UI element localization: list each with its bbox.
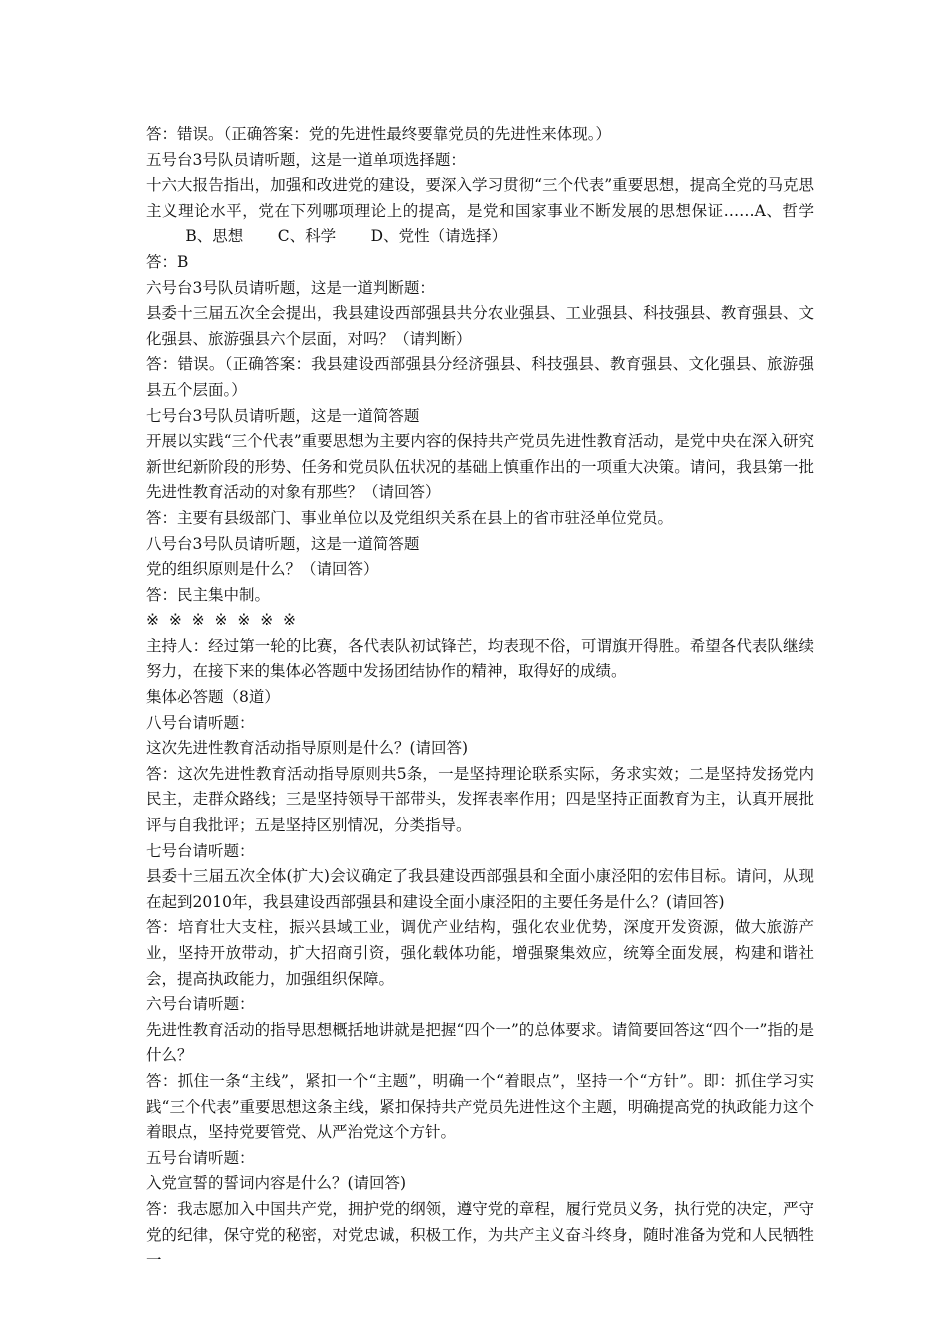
host-remarks: 主持人：经过第一轮的比赛，各代表队初试锋芒，均表现不俗，可谓旗开得胜。希望各代表队继续努力，在接下来的集体必答题中发扬团结协作的精神，取得好的成绩。 bbox=[146, 636, 814, 681]
answer-line: 答：民主集中制。 bbox=[146, 585, 271, 604]
question-intro: 八号台请听题： bbox=[146, 713, 255, 732]
section-heading: 集体必答题（8道） bbox=[146, 688, 280, 707]
question-intro: 五号台请听题： bbox=[146, 1148, 255, 1167]
question-text: 这次先进性教育活动指导原则是什么？(请回答) bbox=[146, 739, 469, 758]
question-stem: 十六大报告指出，加强和改进党的建设，要深入学习贯彻“三个代表”重要思想，提高全党的马克思主义理论水平，党在下列哪项理论上的提高，是党和国家事业不断发展的思想保证……A、哲学 bbox=[146, 176, 814, 220]
question-intro: 六号台3号队员请听题，这是一道判断题： bbox=[146, 278, 435, 297]
section-divider: ※ ※ ※ ※ ※ ※ ※ bbox=[146, 611, 297, 630]
answer-line: 答：错误。（正确答案：我县建设西部强县分经济强县、科技强县、教育强县、文化强县、旅游强县五个层面。） bbox=[146, 355, 814, 399]
question-text: 县委十三届五次全会提出，我县建设西部强县共分农业强县、工业强县、科技强县、教育强县、文化强县、旅游强县六个层面，对吗？（请判断） bbox=[146, 304, 814, 348]
question-intro: 五号台3号队员请听题，这是一道单项选择题： bbox=[146, 150, 466, 169]
question-text: 开展以实践“三个代表”重要思想为主要内容的保持共产党员先进性教育活动，是党中央在深入研究新世纪新阶段的形势、任务和党员队伍状况的基础上慎重作出的一项重大决策。请问，我县第一批先进性教育活动的对象有那些？（请回答） bbox=[146, 432, 814, 502]
question-text: 党的组织原则是什么？（请回答） bbox=[146, 560, 379, 579]
question-intro: 七号台请听题： bbox=[146, 841, 255, 860]
document-body bbox=[146, 122, 814, 1274]
question-intro: 六号台请听题： bbox=[146, 995, 255, 1014]
question-choices bbox=[146, 227, 507, 245]
answer-line: 答：抓住一条“主线”，紧扣一个“主题”，明确一个“着眼点”，坚持一个“方针”。即：抓住学习实践“三个代表”重要思想这条主线，紧扣保持共产党员先进性这个主题，明确提高党的执政能力这个着眼点，坚持党要管党、从严治党这个方针。 bbox=[146, 1071, 814, 1142]
answer-line: 答：我志愿加入中国共产党，拥护党的纲领，遵守党的章程，履行党员义务，执行党的决定，严守党的纪律，保守党的秘密，对党忠诚，积极工作，为共产主义奋斗终身，随时准备为党和人民牺牲一 bbox=[146, 1199, 814, 1270]
question-intro: 八号台3号队员请听题，这是一道简答题 bbox=[146, 534, 420, 553]
answer-line: 答：培育壮大支柱，振兴县域工业，调优产业结构，强化农业优势，深度开发资源，做大旅游产业，坚持开放带动，扩大招商引资，强化载体功能，增强聚集效应，统筹全面发展，构建和谐社会，提高执政能力，加强组织保障。 bbox=[146, 918, 814, 988]
answer-line: 答：错误。（正确答案：党的先进性最终要靠党员的先进性来体现。） bbox=[146, 125, 612, 143]
question-text: 入党宣誓的誓词内容是什么？(请回答) bbox=[146, 1174, 407, 1193]
question-text: 县委十三届五次全体(扩大)会议确定了我县建设西部强县和全面小康泾阳的宏伟目标。请问，从现在起到2010年，我县建设西部强县和建设全面小康泾阳的主要任务是什么？(请回答) bbox=[146, 867, 814, 911]
question-intro: 七号台3号队员请听题，这是一道简答题 bbox=[146, 406, 420, 425]
question-text bbox=[146, 173, 814, 250]
question-text: 先进性教育活动的指导思想概括地讲就是把握“四个一”的总体要求。请简要回答这“四个一”指的是什么？ bbox=[146, 1020, 814, 1065]
question-choices-text: B、思想 C、科学 D、党性（请选择） bbox=[185, 227, 508, 246]
answer-line: 答：B bbox=[146, 252, 189, 271]
answer-line: 答：主要有县级部门、事业单位以及党组织关系在县上的省市驻泾单位党员。 bbox=[146, 508, 674, 527]
answer-line: 答：这次先进性教育活动指导原则共5条，一是坚持理论联系实际，务求实效；二是坚持发扬党内民主，走群众路线；三是坚持领导干部带头，发挥表率作用；四是坚持正面教育为主，认真开展批评与自我批评；五是坚持区别情况，分类指导。 bbox=[146, 764, 814, 835]
